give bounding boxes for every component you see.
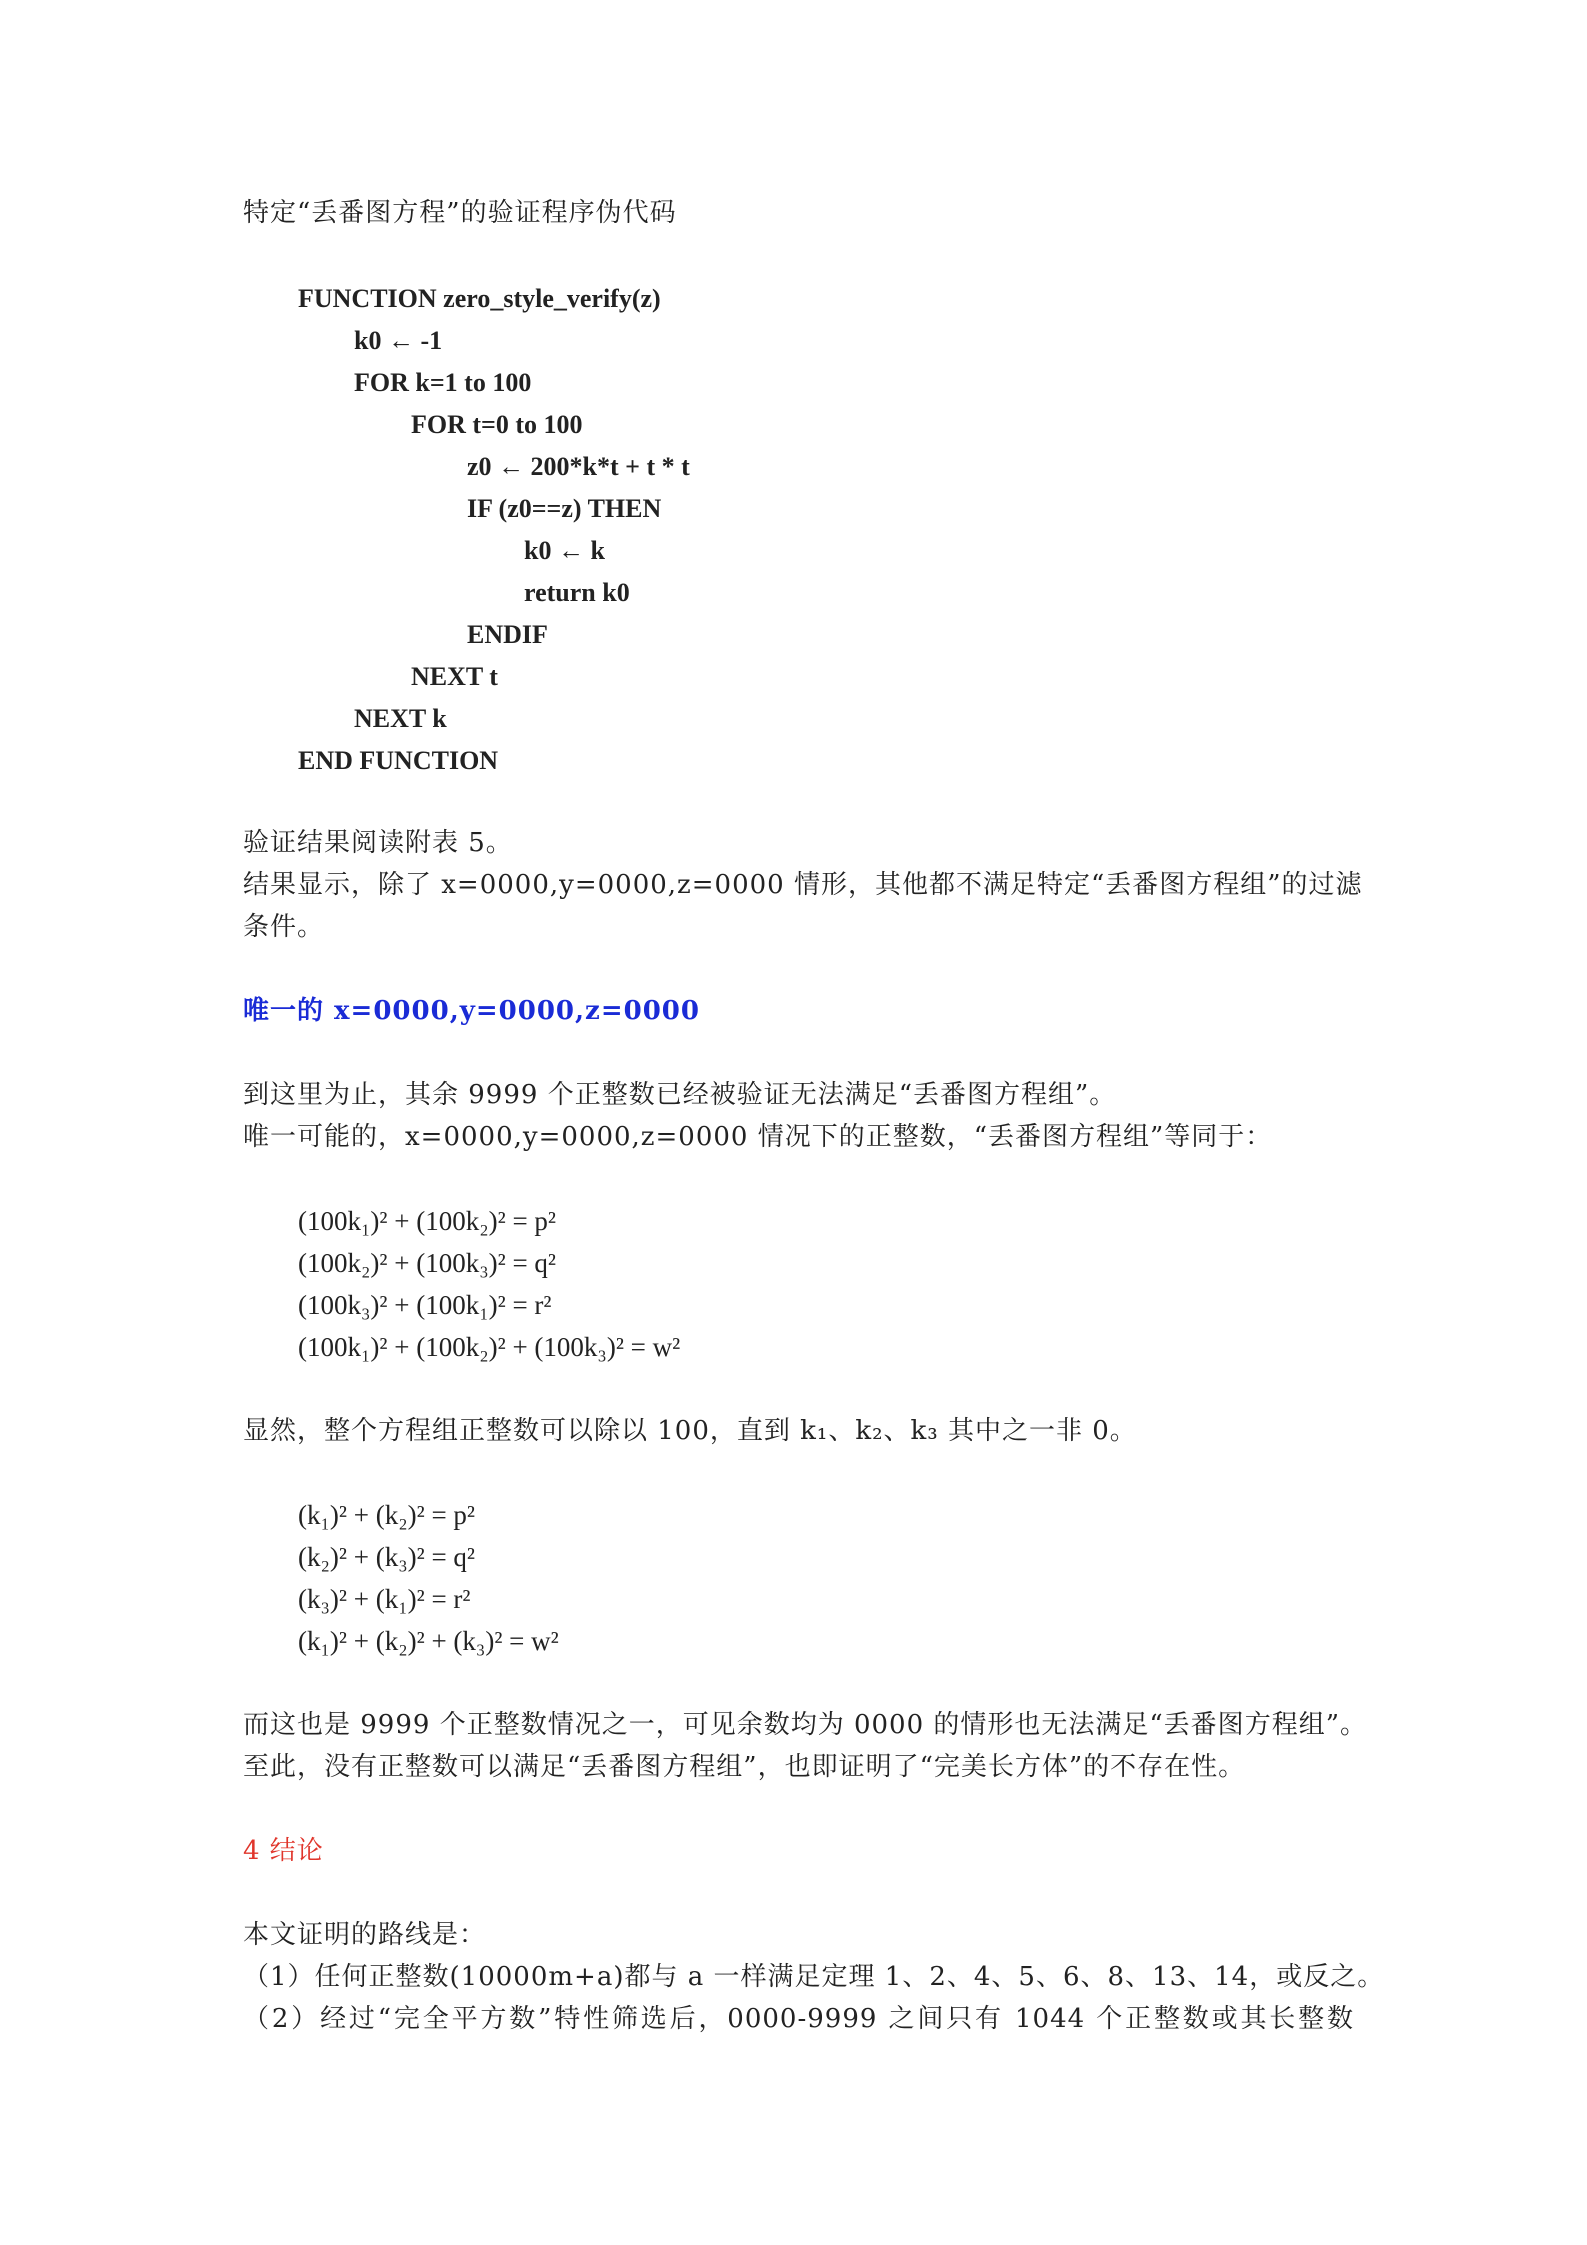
paragraph-route: 本文证明的路线是： (243, 1920, 487, 1950)
equation: (k₁)² + (k₂)² = p² (298, 1500, 476, 1530)
paragraph-result-continued: 条件。 (243, 912, 325, 942)
paragraph-only-case: 唯一可能的，x=0000,y=0000,z=0000 情况下的正整数，“丢番图方程组”等同于： (243, 1122, 1273, 1152)
code-line-return: return k0 (524, 578, 630, 607)
paragraph-result-text: 结果显示，除了 x=0000,y=0000,z=0000 情形，其他都不满足特定“丢番图方程组”的过滤 (243, 870, 1363, 900)
equation: (k₃)² + (k₁)² = r² (298, 1584, 471, 1614)
paragraph-verified: 到这里为止，其余 9999 个正整数已经被验证无法满足“丢番图方程组”。 (243, 1080, 1117, 1110)
code-line-if: IF (z0==z) THEN (467, 494, 662, 523)
list-item: （2）经过“完全平方数”特性筛选后，0000-9999 之间只有 1044 个正整数或其长整数 (243, 2004, 1354, 2034)
code-line-assign-z0: z0 ← 200*k*t + t * t (467, 452, 690, 481)
equation: (k₂)² + (k₃)² = q² (298, 1542, 476, 1572)
code-line-next-k: NEXT k (354, 704, 447, 733)
pseudocode-heading: 特定“丢番图方程”的验证程序伪代码 (243, 198, 677, 228)
paragraph-divide: 显然，整个方程组正整数可以除以 100，直到 k₁、k₂、k₃ 其中之一非 0。 (243, 1416, 1137, 1446)
paragraph-result-ref: 验证结果阅读附表 5。 (243, 828, 513, 858)
equation: (100k₁)² + (100k₂)² + (100k₃)² = w² (298, 1332, 681, 1362)
code-line-for-t: FOR t=0 to 100 (411, 410, 583, 439)
code-line-assign-k0: k0 ← k (524, 536, 605, 565)
equation: (100k₃)² + (100k₁)² = r² (298, 1290, 552, 1320)
code-line-for-k: FOR k=1 to 100 (354, 368, 532, 397)
paragraph-proof: 至此，没有正整数可以满足“丢番图方程组”，也即证明了“完美长方体”的不存在性。 (243, 1752, 1246, 1782)
code-line-init: k0 ← -1 (354, 326, 443, 355)
section-title-conclusion: 4 结论 (243, 1836, 324, 1866)
code-line-endif: ENDIF (467, 620, 548, 649)
paragraph-remainder: 而这也是 9999 个正整数情况之一，可见余数均为 0000 的情形也无法满足“丢番图方程组”。 (243, 1710, 1367, 1740)
code-line-end-function: END FUNCTION (298, 746, 499, 775)
equation: (k₁)² + (k₂)² + (k₃)² = w² (298, 1626, 559, 1656)
list-item: （1）任何正整数(10000m+a)都与 a 一样满足定理 1、2、4、5、6、8、13、14，或反之。 (243, 1962, 1385, 1992)
equation: (100k₁)² + (100k₂)² = p² (298, 1206, 557, 1236)
equation: (100k₂)² + (100k₃)² = q² (298, 1248, 557, 1278)
code-line-function: FUNCTION zero_style_verify(z) (298, 284, 661, 313)
code-line-next-t: NEXT t (411, 662, 498, 691)
highlighted-subheading: 唯一的 x=0000,y=0000,z=0000 (243, 996, 700, 1026)
